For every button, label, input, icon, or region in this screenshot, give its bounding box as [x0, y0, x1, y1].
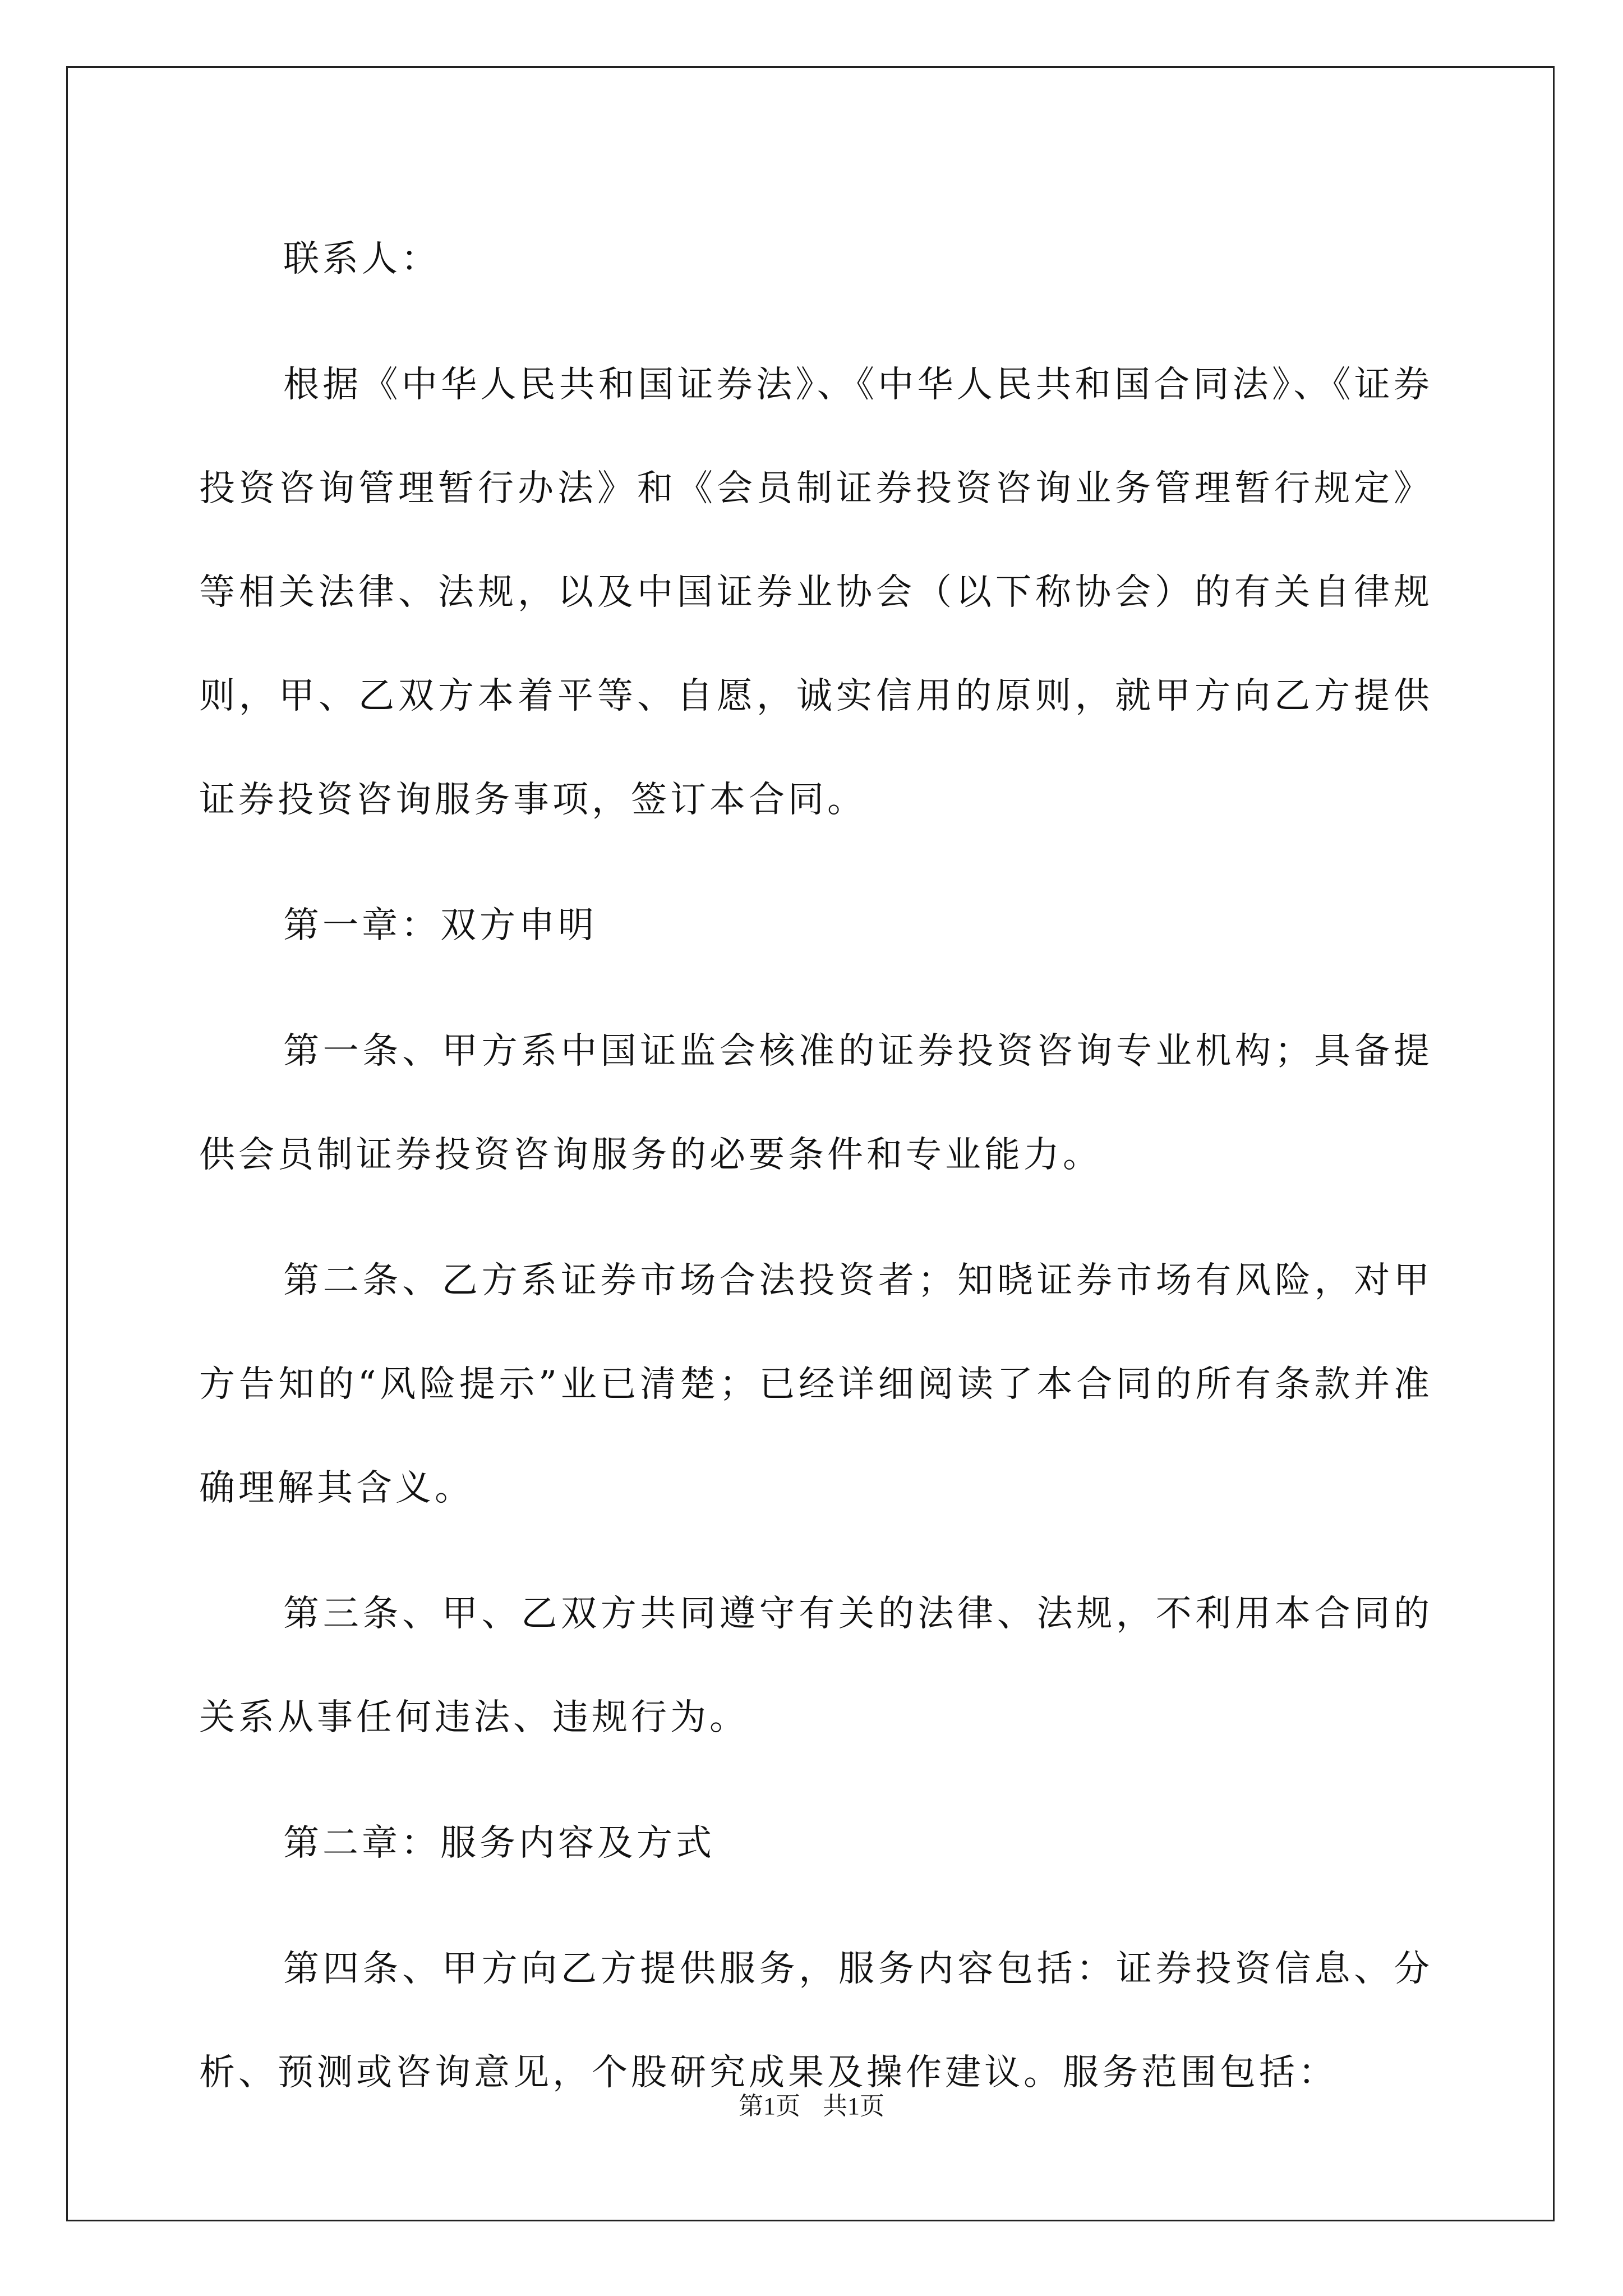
- document-body: [199, 208, 1433, 2147]
- article-1: 第一条、甲方系中国证监会核准的证券投资咨询专业机构；具备提供会员制证券投资咨询服务的必要条件和专业能力。: [199, 1030, 1433, 1176]
- page-total: 共1页: [823, 2092, 884, 2120]
- contract-preamble: 根据《中华人民共和国证券法》、《中华人民共和国合同法》、《证券投资咨询管理暂行办法》和《会员制证券投资咨询业务管理暂行规定》等相关法律、法规，以及中国证券业协会（以下称协会）的有关自律规则，甲、乙双方本着平等、自愿，诚实信用的原则，就甲方向乙方提供证券投资咨询服务事项，签订本合同。: [199, 364, 1433, 821]
- page-number: 第1页: [739, 2092, 800, 2120]
- article-4: 第四条、甲方向乙方提供服务，服务内容包括：证券投资信息、分析、预测或咨询意见，个股研究成果及操作建议。服务范围包括：: [199, 1948, 1433, 2093]
- chapter-1-heading: 第一章：双方申明: [283, 905, 597, 946]
- contact-person-line: 联系人：: [283, 238, 440, 280]
- page-footer: [0, 2086, 1623, 2122]
- article-2: 第二条、乙方系证券市场合法投资者；知晓证券市场有风险，对甲方告知的“风险提示”业已清楚；已经详细阅读了本合同的所有条款并准确理解其含义。: [199, 1260, 1433, 1509]
- article-3: 第三条、甲、乙双方共同遵守有关的法律、法规，不利用本合同的关系从事任何违法、违规行为。: [199, 1593, 1433, 1738]
- chapter-2-heading: 第二章：服务内容及方式: [283, 1823, 715, 1864]
